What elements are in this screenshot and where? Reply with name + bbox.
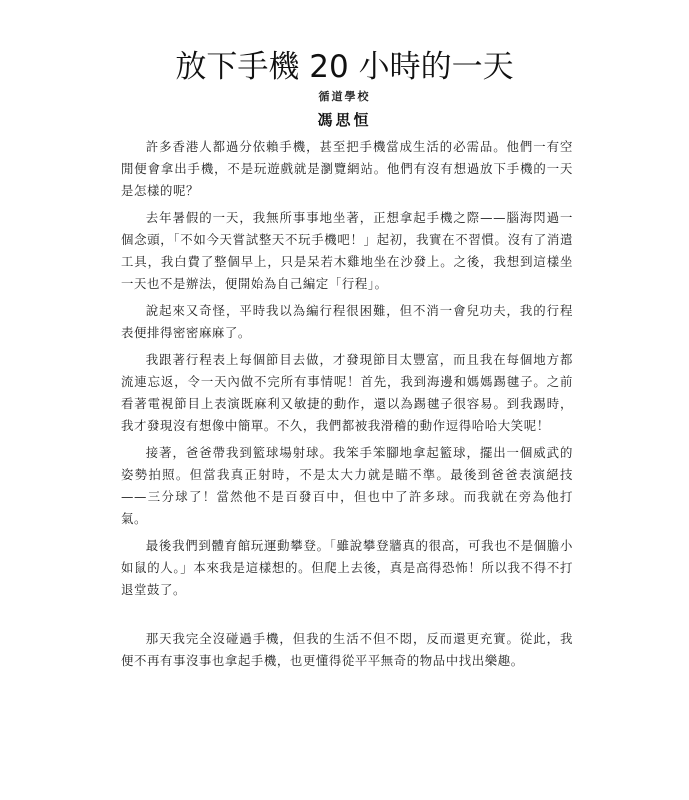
article-body [121,136,573,672]
paragraph-1: 許多香港人都過分依賴手機，甚至把手機當成生活的必需品。他們一有空閒便會拿出手機，不是玩遊戲就是瀏覽網站。他們有沒有想過放下手機的一天是怎樣的呢？ [121,139,573,198]
paragraph-4: 我跟著行程表上每個節目去做，才發現節目太豐富，而且我在每個地方都流連忘返，令一天內做不完所有事情呢！首先，我到海邊和媽媽踢毽子。之前看著電視節目上表演既麻利又敏捷的動作，還以為踢毽子很容易。到我踢時，我才發現沒有想像中簡單。不久，我們都被我滑稽的動作逗得哈哈大笑呢！ [121,352,573,433]
paragraph-3: 說起來又奇怪，平時我以為編行程很困難，但不消一會兒功夫，我的行程表便排得密密麻麻了。 [121,303,573,340]
school-name: 循道學校 [318,90,371,103]
paragraph-2: 去年暑假的一天，我無所事事地坐著，正想拿起手機之際——腦海閃過一個念頭，「不如今天嘗試整天不玩手機吧！」起初，我實在不習慣。沒有了消遣工具，我白費了整個早上，只是呆若木雞地坐在沙發上。之後，我想到這樣坐一天也不是辦法，便開始為自己編定「行程」。 [121,210,573,291]
paragraph-6: 最後我們到體育館玩運動攀登。「雖說攀登牆真的很高，可我也不是個膽小如鼠的人。」本來我是這樣想的。但爬上去後，真是高得恐怖！所以我不得不打退堂鼓了。 [121,538,573,597]
paragraph-7: 那天我完全沒碰過手機，但我的生活不但不悶，反而還更充實。從此，我便不再有事沒事也拿起手機，也更懂得從平平無奇的物品中找出樂趣。 [121,631,573,668]
article-title: 放下手機 20 小時的一天 [175,49,514,85]
author-name: 馮思恒 [317,111,372,129]
paragraph-5: 接著，爸爸帶我到籃球場射球。我笨手笨腳地拿起籃球，擺出一個威武的姿勢拍照。但當我真正射時，不是太大力就是瞄不準。最後到爸爸表演絕技——三分球了！當然他不是百發百中，但也中了許多球。而我就在旁為他打氣。 [121,445,573,526]
